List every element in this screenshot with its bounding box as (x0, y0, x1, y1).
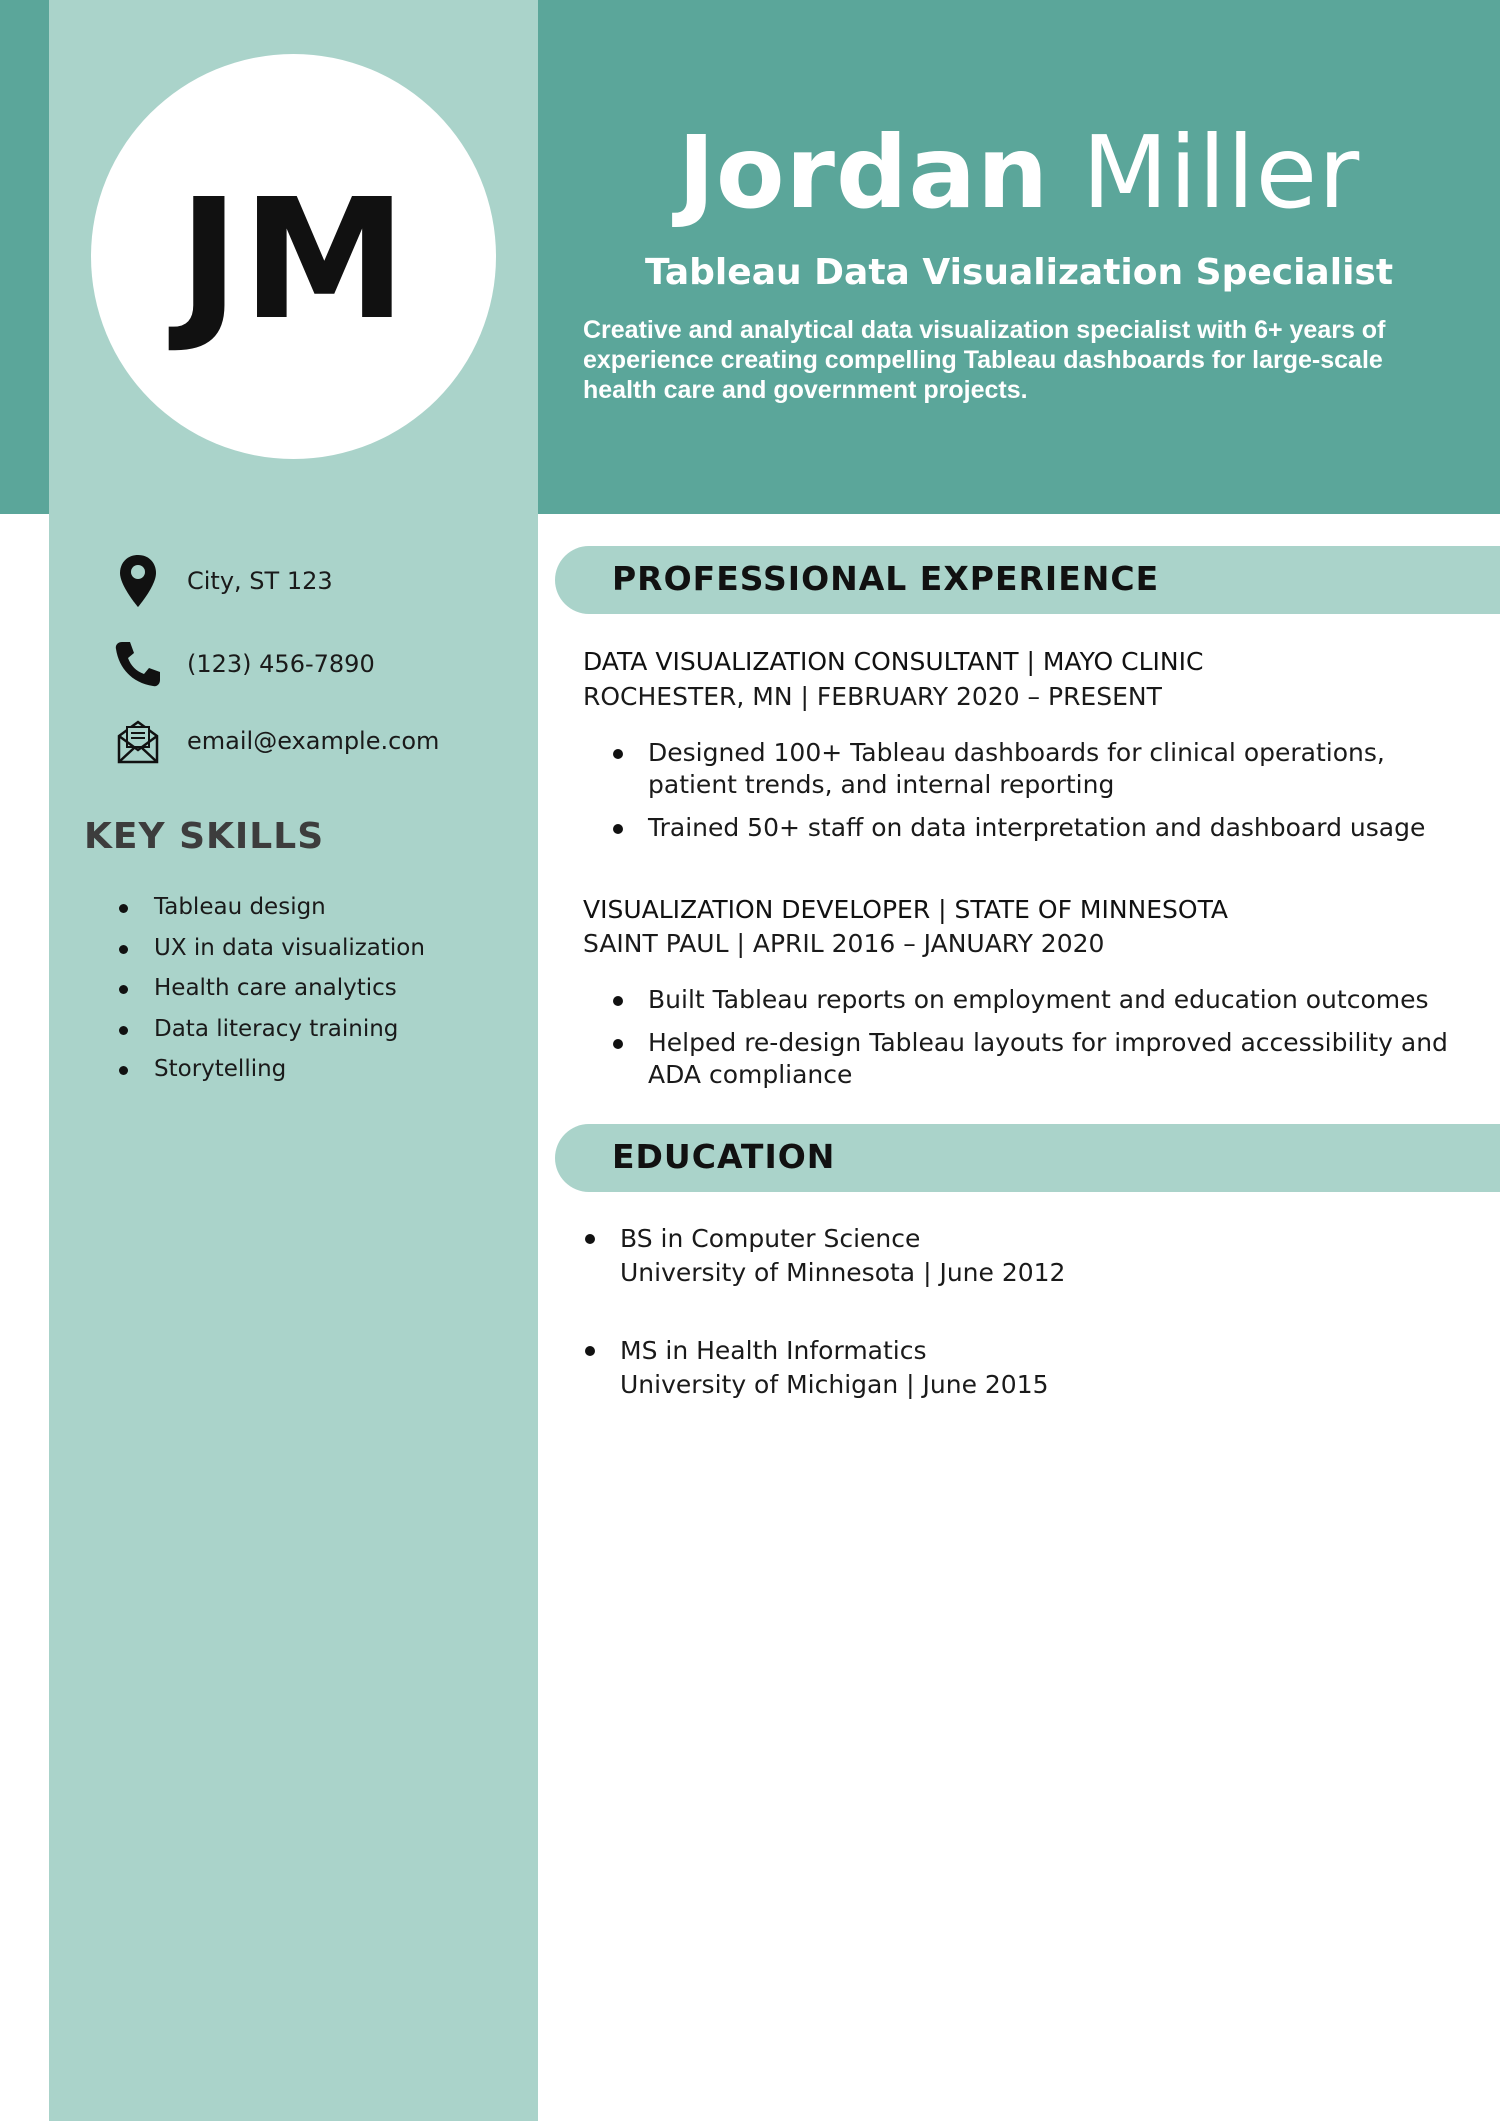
contact-phone (112, 636, 375, 692)
monogram-badge (91, 54, 496, 459)
first-name: Jordan (677, 114, 1050, 231)
degree-name: MS in Health Informatics (620, 1336, 927, 1365)
skills-heading: KEY SKILLS (84, 816, 325, 857)
job-bullet: Built Tableau reports on employment and education outcomes (612, 984, 1472, 1016)
education-item (583, 1222, 1065, 1290)
job-bullet: Trained 50+ staff on data interpretation and dashboard usage (612, 812, 1472, 844)
skill-item: UX in data visualization (112, 928, 425, 969)
last-name: Miller (1082, 114, 1361, 231)
job-title: Tableau Data Visualization Specialist (644, 252, 1394, 293)
skill-item: Storytelling (112, 1049, 425, 1090)
experience-section-bar (555, 546, 1500, 614)
header-accent-band (0, 0, 49, 514)
skill-item: Data literacy training (112, 1009, 425, 1050)
job-heading: DATA VISUALIZATION CONSULTANT | MAYO CLINIC (583, 647, 1204, 676)
monogram-initials: JM (178, 163, 409, 357)
skill-item: Tableau design (112, 887, 425, 928)
envelope-icon (112, 713, 164, 769)
contact-email (112, 713, 439, 769)
profile-summary: Creative and analytical data visualization specialist with 6+ years of experience creating compelling Tableau dashboards for large-scale health care and government projects. (583, 316, 1386, 404)
skill-item: Health care analytics (112, 968, 425, 1009)
skills-list (112, 887, 425, 1090)
degree-name: BS in Computer Science (620, 1224, 921, 1253)
map-pin-icon (112, 553, 164, 609)
job-bullet: Designed 100+ Tableau dashboards for clinical operations, patient trends, and internal reporting (612, 737, 1472, 801)
school-date: University of Michigan | June 2015 (620, 1370, 1049, 1399)
location-text: City, ST 123 (187, 567, 333, 595)
experience-heading: PROFESSIONAL EXPERIENCE (612, 559, 1160, 598)
contact-location (112, 553, 333, 609)
job-location-dates: SAINT PAUL | APRIL 2016 – JANUARY 2020 (583, 929, 1105, 958)
candidate-name (538, 114, 1500, 231)
school-date: University of Minnesota | June 2012 (620, 1258, 1066, 1287)
education-section-bar (555, 1124, 1500, 1192)
job-bullet: Helped re-design Tableau layouts for improved accessibility and ADA compliance (612, 1027, 1472, 1091)
job-location-dates: ROCHESTER, MN | FEBRUARY 2020 – PRESENT (583, 682, 1162, 711)
phone-text: (123) 456-7890 (187, 650, 375, 678)
phone-icon (112, 636, 164, 692)
education-heading: EDUCATION (612, 1137, 836, 1176)
job-bullets (612, 984, 1472, 1102)
job-heading: VISUALIZATION DEVELOPER | STATE OF MINNESOTA (583, 895, 1229, 924)
job-bullets (612, 737, 1472, 855)
education-item (583, 1334, 1049, 1402)
email-text: email@example.com (187, 727, 440, 755)
